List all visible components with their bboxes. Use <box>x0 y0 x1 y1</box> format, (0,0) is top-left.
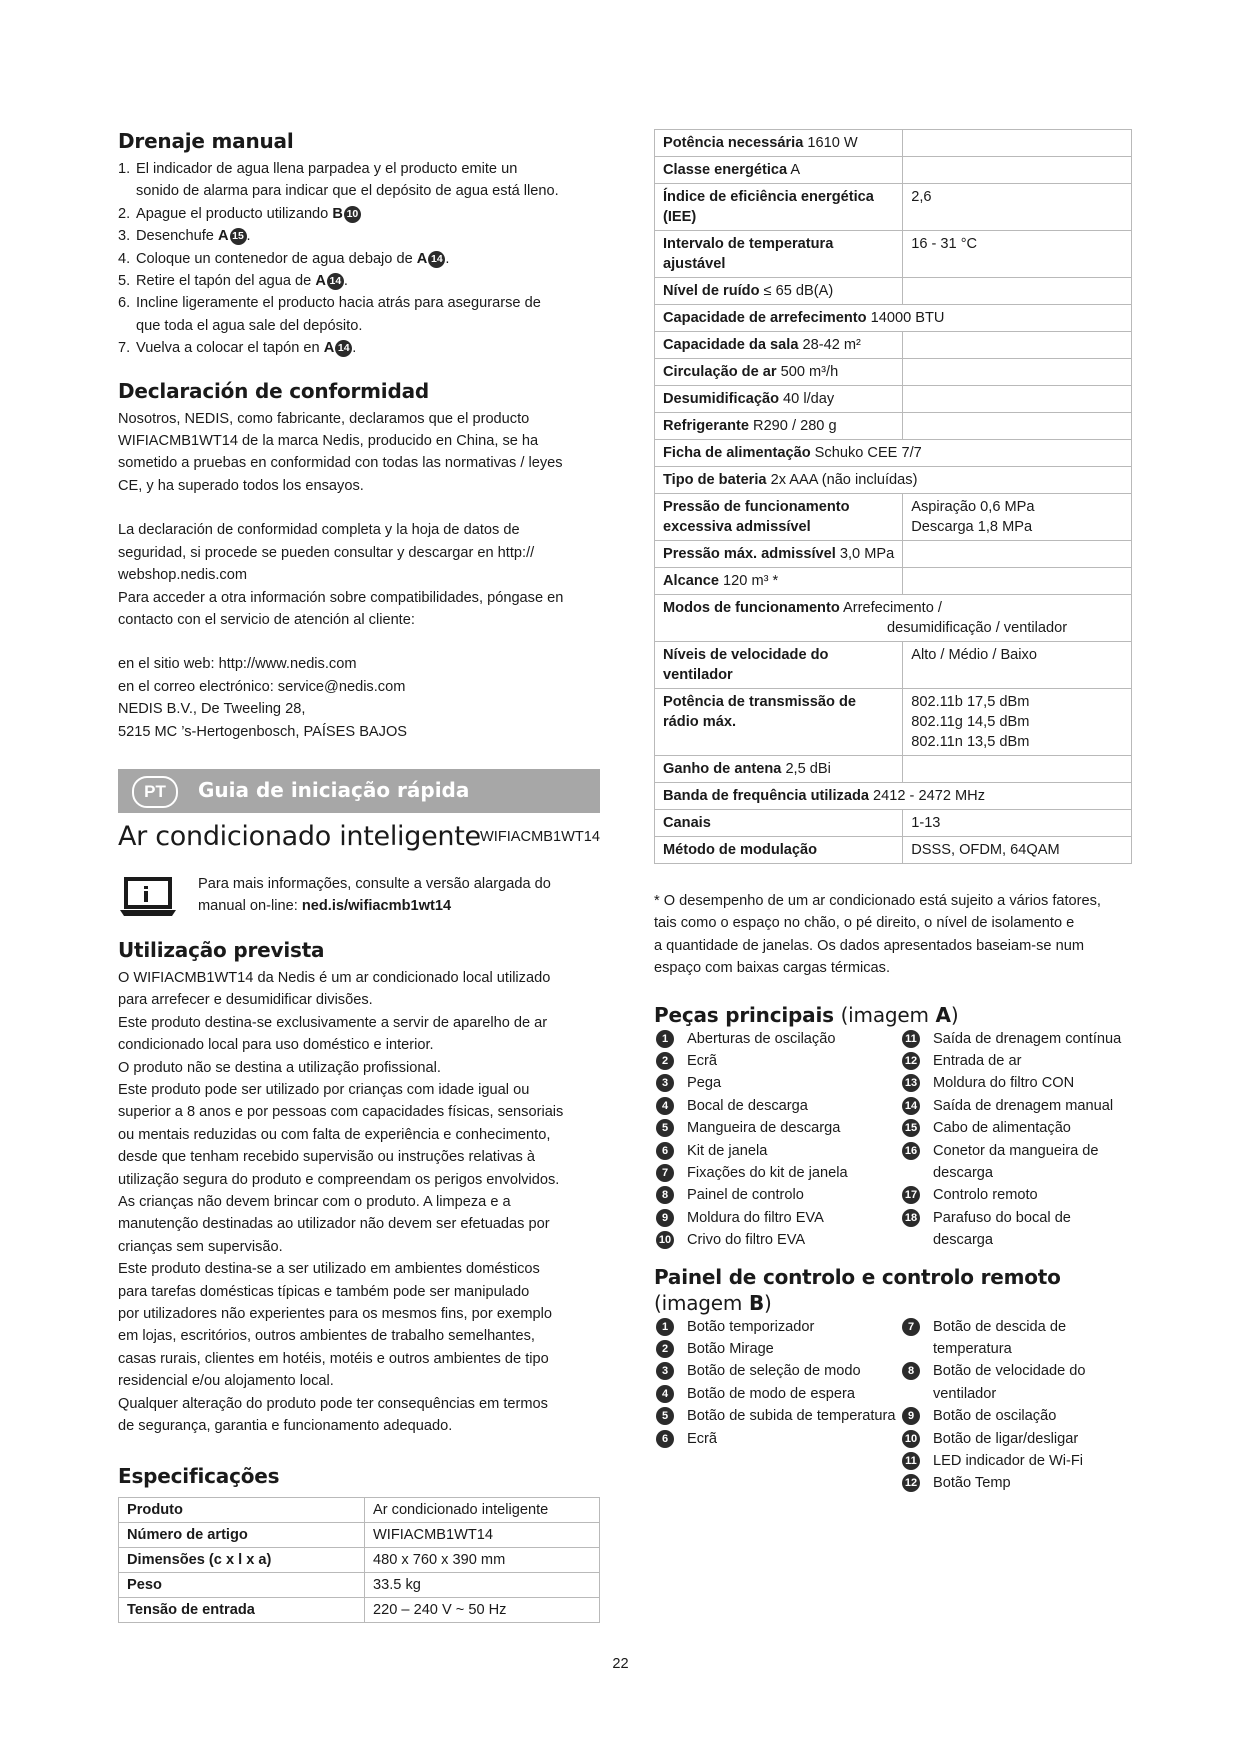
table-row <box>655 467 1132 494</box>
number-12-icon: 12 <box>902 1474 920 1492</box>
laptop-manual-icon <box>120 877 176 917</box>
spec-value: R290 / 280 g <box>748 418 837 434</box>
text-line: Este produto destina-se exclusivamente a servir de aparelho de ar <box>118 1014 548 1031</box>
table-row <box>655 359 1132 386</box>
part-label: Crivo do filtro EVA <box>687 1232 806 1249</box>
painel-list-left <box>654 1316 900 1450</box>
control-item <box>654 1383 900 1405</box>
text-line: utilização segura do produto e compreendam os perigos envolvidos. <box>118 1171 560 1188</box>
part-label: Bocal de descarga <box>687 1097 808 1114</box>
callout-10-icon: 10 <box>344 206 361 223</box>
spec-key: Pressão máx. admissível <box>663 546 836 562</box>
spec-key: Dimensões (c x l x a) <box>127 1552 272 1569</box>
text-line: sometido a pruebas en conformidad con todas las normativas / leyes <box>118 455 563 472</box>
drenaje-step-7: 7. Vuelva a colocar el tapón en A 14 . <box>118 340 357 357</box>
text-line: Este produto pode ser utilizado por crianças com idade igual ou <box>118 1081 530 1098</box>
step-text: Incline ligeramente el producto hacia atrás para asegurarse de <box>136 295 541 312</box>
spec-key: Capacidade da sala <box>663 337 799 353</box>
part-label: Aberturas de oscilação <box>687 1030 836 1047</box>
spec-key: Níveis de velocidade do ventilador <box>663 647 829 683</box>
table-row <box>655 595 1132 642</box>
text-line: em lojas, escritórios, outros ambientes de trabalho semelhantes, <box>118 1328 535 1345</box>
manual-link[interactable]: ned.is/wifiacmb1wt14 <box>301 898 452 915</box>
table-row <box>655 305 1132 332</box>
product-title: Ar condicionado inteligente <box>118 820 481 852</box>
table-row <box>119 1598 600 1623</box>
text-line: Para mais informações, consulte a versão alargada do <box>198 875 551 892</box>
step-text: sonido de alarma para indicar que el depósito de agua está lleno. <box>136 183 559 200</box>
heading-ref: A <box>935 1002 951 1027</box>
number-2-icon: 2 <box>656 1052 674 1070</box>
heading-sub: ) <box>764 1290 772 1315</box>
spec-value: 28-42 m² <box>798 337 861 353</box>
table-row <box>119 1573 600 1598</box>
spec-value: 2,6 <box>903 184 1132 231</box>
part-item <box>654 1117 900 1139</box>
table-row <box>655 231 1132 278</box>
spec-key: Nível de ruído <box>663 283 760 299</box>
spec-key: Índice de eficiência energética (IEE) <box>663 189 874 225</box>
banner-title: Guia de iniciação rápida <box>198 777 470 802</box>
number-5-icon: 5 <box>656 1119 674 1137</box>
spec-value: 802.11g 14,5 dBm <box>911 714 1030 730</box>
declaracion-section <box>118 378 600 743</box>
table-row <box>655 783 1132 810</box>
part-label: Painel de controlo <box>687 1187 804 1204</box>
number-7-icon: 7 <box>656 1164 674 1182</box>
control-item <box>654 1428 900 1450</box>
text-line: en el correo electrónico: service@nedis.com <box>118 678 406 695</box>
step-text: Retire el tapón del agua de <box>136 273 312 290</box>
table-row <box>655 413 1132 440</box>
spec-value: 14000 BTU <box>866 310 945 326</box>
part-item <box>654 1050 900 1072</box>
text-line: de segurança, garantia e funcionamento adequado. <box>118 1418 453 1435</box>
performance-note <box>654 890 1132 980</box>
control-label: Botão Mirage <box>687 1341 774 1358</box>
control-label: Botão temporizador <box>687 1318 815 1335</box>
control-item <box>900 1405 1132 1427</box>
control-label: Botão de modo de espera <box>687 1385 855 1402</box>
spec-key: Intervalo de temperatura ajustável <box>663 236 834 272</box>
spec-value: 120 m³ * <box>718 573 779 589</box>
control-label: Ecrã <box>687 1430 718 1447</box>
heading-sub: ) <box>950 1002 959 1027</box>
part-item <box>654 1072 900 1094</box>
part-item <box>654 1229 900 1251</box>
part-item <box>900 1050 1132 1072</box>
part-label: Saída de drenagem manual <box>933 1097 1114 1114</box>
table-row <box>655 386 1132 413</box>
text-line: As crianças não devem brincar com o produto. A limpeza e a <box>118 1194 511 1210</box>
product-code: WIFIACMB1WT14 <box>480 828 600 845</box>
heading-sub: (imagem <box>654 1290 743 1315</box>
quick-start-banner <box>118 769 600 813</box>
spec-value: WIFIACMB1WT14 <box>365 1523 600 1548</box>
spec-key: Produto <box>127 1502 183 1519</box>
language-badge: PT <box>132 776 178 808</box>
part-item <box>900 1095 1132 1117</box>
number-9-icon: 9 <box>656 1209 674 1227</box>
declaracion-paragraph-1 <box>118 408 600 498</box>
part-label: Controlo remoto <box>933 1187 1038 1204</box>
spec-key: Alcance <box>663 573 719 589</box>
control-label: Botão de subida de temperatura <box>687 1408 896 1425</box>
number-8-icon: 8 <box>656 1186 674 1204</box>
drenaje-step-1: 1. El indicador de agua llena parpadea y el producto emite un sonido de alarma para indicar que el depósito de agua está lleno. <box>118 161 559 200</box>
spec-value: 220 – 240 V ~ 50 Hz <box>365 1598 600 1623</box>
part-label: Moldura do filtro EVA <box>687 1209 824 1226</box>
table-row <box>655 440 1132 467</box>
spec-value: 1610 W <box>803 135 858 151</box>
table-row <box>655 184 1132 231</box>
text-line: O WIFIACMB1WT14 da Nedis é um ar condicionado local utilizado <box>118 969 551 986</box>
page-number: 22 <box>612 1656 629 1672</box>
control-label: Botão de oscilação <box>933 1408 1057 1425</box>
heading-sub: (imagem <box>840 1002 929 1027</box>
spec-value: Descarga 1,8 MPa <box>911 519 1033 535</box>
text-line: por utilizadores não experientes para os mesmos fins, por exemplo <box>118 1306 552 1323</box>
spec-value: Aspiração 0,6 MPa <box>911 499 1035 515</box>
number-15-icon: 15 <box>902 1119 920 1137</box>
declaracion-paragraph-2 <box>118 519 600 631</box>
spec-value: 500 m³/h <box>776 364 839 380</box>
part-label: Kit de janela <box>687 1142 768 1159</box>
table-row <box>655 642 1132 689</box>
spec-value: 802.11n 13,5 dBm <box>911 734 1030 750</box>
table-row <box>655 130 1132 157</box>
control-label: Botão Temp <box>933 1475 1011 1492</box>
spec-key: Banda de frequência utilizada <box>663 788 869 804</box>
drenaje-steps <box>118 158 600 360</box>
especificacoes-title: Especificações <box>118 1464 280 1489</box>
right-column <box>654 129 1132 1496</box>
text-line: superior a 8 anos e por pessoas com capacidades físicas, sensoriais <box>118 1104 564 1121</box>
table-row <box>119 1523 600 1548</box>
number-13-icon: 13 <box>902 1074 920 1092</box>
drenaje-title: Drenaje manual <box>118 129 294 153</box>
part-item <box>900 1184 1132 1206</box>
table-row <box>655 332 1132 359</box>
spec-value: 480 x 760 x 390 mm <box>365 1548 600 1573</box>
number-1-icon: 1 <box>656 1318 674 1336</box>
control-item <box>654 1360 900 1382</box>
spec-value: 40 l/day <box>778 391 835 407</box>
text-line: WIFIACMB1WT14 de la marca Nedis, producido en China, se ha <box>118 433 539 450</box>
table-row <box>655 568 1132 595</box>
text-line: manual on-line: <box>198 898 302 915</box>
number-3-icon: 3 <box>656 1362 674 1380</box>
part-item <box>900 1117 1132 1139</box>
table-row <box>655 837 1132 864</box>
number-9-icon: 9 <box>902 1407 920 1425</box>
text-line: Este produto destina-se a ser utilizado em ambientes domésticos <box>118 1261 540 1278</box>
especificacoes-section <box>118 1463 600 1623</box>
part-item <box>654 1140 900 1162</box>
part-label: Moldura do filtro CON <box>933 1075 1075 1092</box>
table-row <box>655 541 1132 568</box>
callout-15-icon: 15 <box>230 228 247 245</box>
spec-key: Refrigerante <box>663 418 749 434</box>
control-label: Botão de ligar/desligar <box>933 1430 1079 1447</box>
number-17-icon: 17 <box>902 1186 920 1204</box>
painel-section <box>654 1264 1132 1496</box>
text-line: condicionado local para uso doméstico e interior. <box>118 1037 434 1054</box>
spec-value: 1-13 <box>903 810 1132 837</box>
text-line: a quantidade de janelas. Os dados apresentados baseiam-se num <box>654 937 1084 954</box>
spec-value: Arrefecimento / <box>839 600 942 616</box>
number-8-icon: 8 <box>902 1362 920 1380</box>
spec-value: 16 - 31 °C <box>903 231 1132 278</box>
step-text: Desenchufe <box>136 228 214 245</box>
heading-text: Painel de controlo e controlo remoto <box>654 1264 1061 1289</box>
table-row <box>119 1548 600 1573</box>
part-item <box>654 1028 900 1050</box>
spec-key: Classe energética <box>663 162 788 178</box>
drenaje-section <box>118 128 600 360</box>
part-label: Parafuso do bocal de descarga <box>933 1209 1071 1249</box>
spec-key: Canais <box>663 815 711 831</box>
drenaje-step-3: 3. Desenchufe A 15 . <box>118 228 251 245</box>
product-header <box>118 819 600 865</box>
step-text: que toda el agua sale del depósito. <box>136 317 363 334</box>
online-manual-note <box>118 873 600 919</box>
part-item <box>654 1184 900 1206</box>
number-18-icon: 18 <box>902 1209 920 1227</box>
text-line: seguridad, si procede se pueden consultar y descargar en http:// <box>118 544 535 561</box>
spec-value: ≤ 65 dB(A) <box>759 283 834 299</box>
part-label: Fixações do kit de janela <box>687 1165 848 1182</box>
number-14-icon: 14 <box>902 1097 920 1115</box>
table-row <box>655 157 1132 184</box>
text-line: La declaración de conformidad completa y la hoja de datos de <box>118 522 520 539</box>
part-label: Entrada de ar <box>933 1053 1022 1070</box>
text-line: CE, y ha superado todos los ensayos. <box>118 477 364 494</box>
number-6-icon: 6 <box>656 1430 674 1448</box>
pecas-section <box>654 1002 1132 1250</box>
step-text: El indicador de agua llena parpadea y el producto emite un <box>136 161 518 177</box>
part-item <box>654 1207 900 1229</box>
declaracion-title: Declaración de conformidad <box>118 378 429 403</box>
text-line: para tarefas domésticas típicas e também pode ser manipulado <box>118 1283 530 1300</box>
control-item <box>900 1316 1132 1361</box>
control-item <box>654 1405 900 1427</box>
text-line: ou mentais reduzidas ou com falta de experiência e conhecimento, <box>118 1126 551 1143</box>
number-6-icon: 6 <box>656 1142 674 1160</box>
table-row <box>655 756 1132 783</box>
number-3-icon: 3 <box>656 1074 674 1092</box>
control-label: Botão de velocidade do ventilador <box>933 1363 1086 1402</box>
text-line: webshop.nedis.com <box>118 567 247 584</box>
pecas-list <box>654 1028 1132 1250</box>
part-item <box>900 1140 1132 1185</box>
part-label: Ecrã <box>687 1053 718 1070</box>
number-1-icon: 1 <box>656 1030 674 1048</box>
spec-value: 2,5 dBi <box>781 761 831 777</box>
text-line: espaço com baixas cargas térmicas. <box>654 960 891 977</box>
number-4-icon: 4 <box>656 1097 674 1115</box>
spec-table-right <box>654 129 1132 864</box>
number-12-icon: 12 <box>902 1052 920 1070</box>
heading-text: Peças principais <box>654 1002 834 1027</box>
spec-key: Ganho de antena <box>663 761 782 777</box>
part-label: Pega <box>687 1075 722 1092</box>
callout-14-icon: 14 <box>327 273 344 290</box>
text-line: residencial e/ou alojamento local. <box>118 1373 334 1390</box>
spec-key: Potência de transmissão de rádio máx. <box>663 694 857 730</box>
spec-value: 2412 - 2472 MHz <box>868 788 985 804</box>
spec-key: Método de modulação <box>663 842 818 858</box>
part-label: Conetor da mangueira de descarga <box>933 1142 1099 1182</box>
text-line: para arrefecer e desumidificar divisões. <box>118 992 373 1009</box>
table-row <box>655 689 1132 756</box>
part-label: Saída de drenagem contínua <box>933 1030 1122 1047</box>
control-label: Botão de seleção de modo <box>687 1363 861 1380</box>
pecas-list-left <box>654 1028 900 1252</box>
number-5-icon: 5 <box>656 1407 674 1425</box>
pecas-list-right <box>900 1028 1132 1252</box>
utilizacao-text <box>118 967 600 1438</box>
part-label: Cabo de alimentação <box>933 1120 1071 1137</box>
text-line: Nosotros, NEDIS, como fabricante, declaramos que el producto <box>118 410 530 427</box>
part-item <box>900 1207 1132 1252</box>
number-7-icon: 7 <box>902 1318 920 1336</box>
table-row <box>119 1498 600 1523</box>
spec-value: DSSS, OFDM, 64QAM <box>903 837 1132 864</box>
number-10-icon: 10 <box>656 1231 674 1249</box>
spec-key: Pressão de funcionamento excessiva admissível <box>663 499 850 535</box>
text-line: desde que tenham recebido supervisão ou instruções relativas à <box>118 1149 535 1166</box>
text-line: contacto con el servicio de atención al cliente: <box>118 611 415 628</box>
text-line: casas rurais, clientes em hotéis, motéis e outros ambientes de tipo <box>118 1350 549 1367</box>
number-10-icon: 10 <box>902 1430 920 1448</box>
painel-list <box>654 1316 1132 1496</box>
number-16-icon: 16 <box>902 1142 920 1160</box>
drenaje-step-6: 6. Incline ligeramente el producto hacia atrás para asegurarse de que toda el agua sale del depósito. <box>118 295 541 334</box>
text-line: * O desempenho de um ar condicionado está sujeito a vários fatores, <box>654 893 1101 909</box>
painel-list-right <box>900 1316 1132 1495</box>
spec-value: Schuko CEE 7/7 <box>810 445 922 461</box>
drenaje-step-5: 5. Retire el tapón del agua de A 14 . <box>118 273 348 290</box>
part-item <box>900 1072 1132 1094</box>
spec-key: Peso <box>127 1577 162 1594</box>
spec-key: Ficha de alimentação <box>663 445 811 461</box>
text-line: crianças sem supervisão. <box>118 1238 283 1255</box>
spec-key: Número de artigo <box>127 1527 248 1544</box>
manual-text <box>198 873 551 918</box>
callout-14-icon: 14 <box>335 340 352 357</box>
spec-value: 3,0 MPa <box>835 546 895 562</box>
step-text: Coloque un contenedor de agua debajo de <box>136 250 413 267</box>
text-line: NEDIS B.V., De Tweeling 28, <box>118 701 306 718</box>
control-item <box>654 1338 900 1360</box>
drenaje-step-2: 2. Apague el producto utilizando B 10 <box>118 203 600 225</box>
utilizacao-title: Utilização prevista <box>118 937 325 962</box>
step-text: Apague el producto utilizando <box>136 205 329 222</box>
control-item <box>654 1316 900 1338</box>
text-line: 5215 MC ’s-Hertogenbosch, PAÍSES BAJOS <box>118 723 408 740</box>
part-item <box>654 1162 900 1184</box>
spec-key: Tensão de entrada <box>127 1602 255 1619</box>
spec-key: Potência necessária <box>663 135 804 151</box>
spec-key: Desumidificação <box>663 391 779 407</box>
utilizacao-section <box>118 937 600 1438</box>
number-11-icon: 11 <box>902 1452 920 1470</box>
drenaje-step-4: 4. Coloque un contenedor de agua debajo de A 14 . <box>118 250 450 267</box>
spec-value: Alto / Médio / Baixo <box>903 642 1132 689</box>
spec-value: 802.11b 17,5 dBm <box>911 694 1030 710</box>
control-item <box>900 1450 1132 1472</box>
spec-key: Circulação de ar <box>663 364 777 380</box>
spec-key: Modos de funcionamento <box>663 600 840 616</box>
painel-title <box>654 1264 1132 1316</box>
spec-value: 33.5 kg <box>365 1573 600 1598</box>
heading-ref: B <box>748 1290 764 1315</box>
spec-value: Ar condicionado inteligente <box>365 1498 600 1523</box>
control-item <box>900 1428 1132 1450</box>
text-line: O produto não se destina a utilização profissional. <box>118 1059 441 1076</box>
number-11-icon: 11 <box>902 1030 920 1048</box>
control-label: Botão de descida de temperatura <box>933 1318 1067 1358</box>
table-row <box>655 810 1132 837</box>
part-label: Mangueira de descarga <box>687 1120 841 1137</box>
text-line: en el sitio web: http://www.nedis.com <box>118 656 357 673</box>
spec-key: Tipo de bateria <box>663 472 767 488</box>
step-text: Vuelva a colocar el tapón en <box>136 340 320 357</box>
table-row <box>655 494 1132 541</box>
control-label: LED indicador de Wi-Fi <box>933 1453 1084 1470</box>
spec-table-left <box>118 1497 600 1623</box>
control-item <box>900 1360 1132 1405</box>
text-line: tais como o espaço no chão, o pé direito, o nível de isolamento e <box>654 915 1075 932</box>
declaracion-contact <box>118 653 600 743</box>
part-item <box>654 1095 900 1117</box>
number-4-icon: 4 <box>656 1385 674 1403</box>
text-line: manutenção destinadas ao utilizador não devem ser efetuadas por <box>118 1216 550 1233</box>
text-line: Qualquer alteração do produto pode ter consequências em termos <box>118 1395 548 1412</box>
control-item <box>900 1472 1132 1494</box>
part-item <box>900 1028 1132 1050</box>
left-column <box>118 128 600 1623</box>
spec-value: A <box>787 162 801 178</box>
pecas-title <box>654 1002 1132 1028</box>
spec-key: Capacidade de arrefecimento <box>663 310 867 326</box>
spec-value: desumidificação / ventilador <box>887 620 1068 636</box>
callout-14-icon: 14 <box>428 251 445 268</box>
text-line: Para acceder a otra información sobre compatibilidades, póngase en <box>118 589 564 606</box>
table-row <box>655 278 1132 305</box>
number-2-icon: 2 <box>656 1340 674 1358</box>
spec-value: 2x AAA (não incluídas) <box>766 472 918 488</box>
